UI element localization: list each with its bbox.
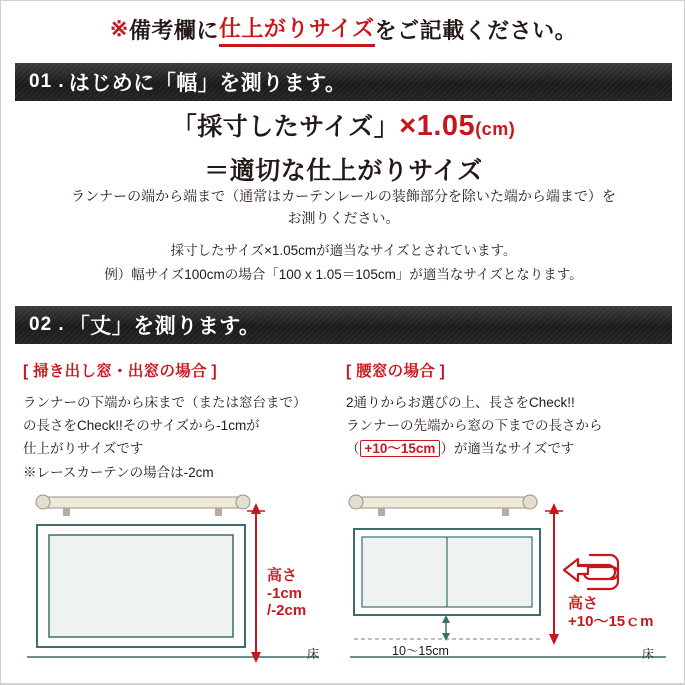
right-dim-line-2: +10〜15ｃm xyxy=(568,612,654,630)
right-line-2: ランナーの先端から窓の下までの長さから xyxy=(346,418,603,434)
left-diagram xyxy=(19,489,339,679)
extra-arrow-down xyxy=(442,633,450,641)
height-arrow-bottom xyxy=(549,634,559,645)
left-line-2: の長さをCheck!!そのサイズから-1cmが xyxy=(23,418,260,434)
right-line-3-tail: ）が適当なサイズです xyxy=(440,441,575,457)
rail-bracket-right xyxy=(215,508,222,516)
width-description-line-1: ランナーの端から端まで（通常はカーテンレールの装飾部分を除いた端から端まで）を xyxy=(71,188,616,204)
right-line-3-paren-open: （ xyxy=(346,441,360,457)
right-dim-line-1: 高さ xyxy=(568,595,599,612)
top-notice xyxy=(1,1,685,57)
height-arrow-top xyxy=(549,503,559,514)
section-2-title: 「丈」を測ります。 xyxy=(68,315,261,338)
width-description-line-2: お測りください。 xyxy=(287,210,400,227)
width-note xyxy=(1,239,685,286)
left-dim-line-2: -1cm xyxy=(267,584,303,602)
width-note-line-2: 例）幅サイズ100cmの場合「100 x 1.05＝105cm」が適当なサイズとなります。 xyxy=(104,266,583,282)
right-column-body xyxy=(346,391,664,461)
right-column-headline: [ 腰窓の場合 ] xyxy=(346,363,446,380)
right-mid-label: 10〜15cm xyxy=(392,644,449,658)
left-line-1: ランナーの下端から床まで（または窓台まで） xyxy=(23,395,307,410)
width-description xyxy=(1,185,685,230)
rail-finial-left xyxy=(349,495,363,509)
extra-arrow-up xyxy=(442,615,450,623)
bottom-divider xyxy=(1,683,685,684)
right-column xyxy=(346,359,664,461)
rail-bracket-left xyxy=(63,508,70,516)
left-floor-label: 床 xyxy=(307,647,320,661)
window-glass xyxy=(49,535,233,637)
right-line-1: 2通りからお選びの上、長さをCheck!! xyxy=(346,395,575,410)
left-dimension-label xyxy=(267,567,306,620)
notice-asterisk: ※ xyxy=(109,16,129,41)
left-line-4: ※レースカーテンの場合は-2cm xyxy=(23,464,214,480)
left-column-body xyxy=(23,391,341,484)
width-formula xyxy=(1,107,685,187)
right-dimension-label xyxy=(568,595,653,630)
height-arrow-top xyxy=(251,503,261,514)
left-column xyxy=(23,359,341,484)
right-line-3-boxed-value: +10〜15cm xyxy=(360,440,441,457)
notice-text-after: をご記載ください。 xyxy=(374,17,578,43)
right-diagram xyxy=(346,489,676,679)
section-1-header-bar xyxy=(15,63,672,101)
left-column-headline: [ 掃き出し窓・出窓の場合 ] xyxy=(23,363,217,380)
curtain-rail xyxy=(358,497,528,508)
notice-text-before: 備考欄に xyxy=(128,17,219,43)
left-line-3: 仕上がりサイズです xyxy=(23,441,144,457)
rail-bracket-left xyxy=(378,508,385,516)
rail-finial-right xyxy=(523,495,537,509)
left-dim-line-1: 高さ xyxy=(267,567,298,584)
curtain-rail xyxy=(45,497,241,508)
formula-unit: (cm) xyxy=(475,119,516,139)
left-dim-line-3: /-2cm xyxy=(267,602,307,620)
pointing-hand-icon xyxy=(564,555,618,589)
section-1-title: はじめに「幅」を測ります。 xyxy=(68,72,347,95)
right-floor-label: 床 xyxy=(642,647,655,661)
notice-highlight: 仕上がりサイズ xyxy=(219,12,375,47)
formula-measured-size: 「採寸したサイズ」 xyxy=(171,113,400,141)
section-2-header-bar xyxy=(15,306,672,344)
formula-multiplier: ×1.05 xyxy=(399,110,476,142)
formula-line-2: ＝適切な仕上がりサイズ xyxy=(204,157,483,185)
rail-bracket-right xyxy=(502,508,509,516)
section-2-number: 02 . xyxy=(29,314,65,335)
rail-finial-left xyxy=(36,495,50,509)
right-line-3 xyxy=(346,437,664,460)
width-note-line-1: 採寸したサイズ×1.05cmが適当なサイズとされています。 xyxy=(170,243,517,258)
rail-finial-right xyxy=(236,495,250,509)
formula-line-1 xyxy=(1,107,685,143)
section-1-number: 01 . xyxy=(29,71,65,92)
